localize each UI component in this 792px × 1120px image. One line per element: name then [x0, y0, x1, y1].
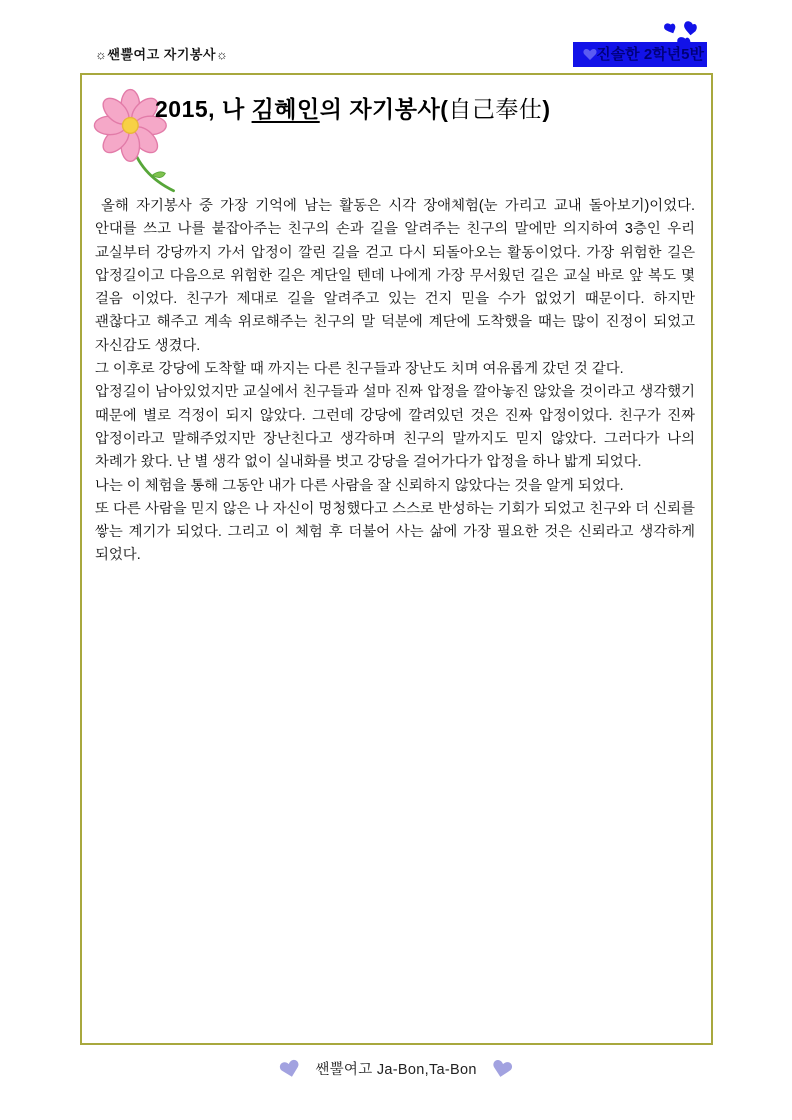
essay-body	[95, 195, 695, 568]
essay-paragraph: 올해 자기봉사 중 가장 기억에 남는 활동은 시각 장애체험(눈 가리고 교내 돌아보기)이었다. 안대를 쓰고 나를 붙잡아주는 친구의 손과 길을 알려주는 친구의 말에만 의지하여 3층인 우리 교실부터 강당까지 가서 압정이 깔린 길을 걷고 다시 되돌아오는 활동이었다. 가장 위험한 길은 압정길이고 다음으로 위험한 길은 계단일 텐데 나에게 가장 무서웠던 길은 교실 바로 앞 복도 몇 걸음 이었다. 친구가 제대로 길을 알려주고 있는 건지 믿을 수가 없었기 때문이다. 하지만 괜찮다고 해주고 계속 위로해주는 친구의 말 덕분에 계단에 도착했을 때는 많이 진정이 되었고 자신감도 생겼다.	[95, 198, 695, 354]
essay-paragraph: 그 이후로 강당에 도착할 때 까지는 다른 친구들과 장난도 치며 여유롭게 갔던 것 같다.	[95, 361, 624, 378]
small-heart-icon	[582, 47, 598, 61]
page-title	[155, 91, 551, 124]
essay-frame	[80, 73, 713, 1045]
title-middle: 의 자기봉사(	[319, 96, 449, 122]
lavender-heart-icon	[279, 1059, 301, 1079]
essay-paragraph: 나는 이 체험을 통해 그동안 내가 다른 사람을 잘 신뢰하지 않았다는 것을 알게 되었다.	[95, 477, 624, 494]
essay-paragraph: 또 다른 사람을 믿지 않은 나 자신이 멍청했다고 스스로 반성하는 기회가 되었고 친구와 더 신뢰를 쌓는 계기가 되었다. 그리고 이 체험 후 더불어 사는 삶에 가장 필요한 것은 신뢰라고 생각하게 되었다.	[95, 500, 695, 564]
footer-label: 쌘뿔여고 Ja-Bon,Ta-Bon	[315, 1062, 477, 1078]
title-prefix: 2015, 나	[155, 96, 252, 122]
essay-paragraph: 압정길이 남아있었지만 교실에서 친구들과 설마 진짜 압정을 깔아놓진 않았을 것이라고 생각했기 때문에 별로 걱정이 되지 않았다. 그런데 강당에 깔려있던 것은 진짜 압정이었다. 친구가 진짜 압정이라고 말해주었지만 장난친다고 생각하며 친구의 말까지도 믿지 않았다. 그러다가 나의 차례가 왔다. 난 별 생각 없이 실내화를 벗고 강당을 걸어가다가 압정을 하나 밟게 되었다.	[95, 384, 695, 471]
class-badge: 진솔한 2학년5반	[573, 42, 707, 67]
lavender-heart-icon	[491, 1059, 513, 1079]
title-hanja: 自己奉仕	[448, 97, 543, 122]
title-close-paren: )	[542, 96, 551, 122]
footer	[0, 1058, 792, 1079]
header-school-tag: ☼쌘뿔여고 자기봉사☼	[95, 47, 229, 62]
title-student-name: 김혜인	[251, 96, 320, 122]
